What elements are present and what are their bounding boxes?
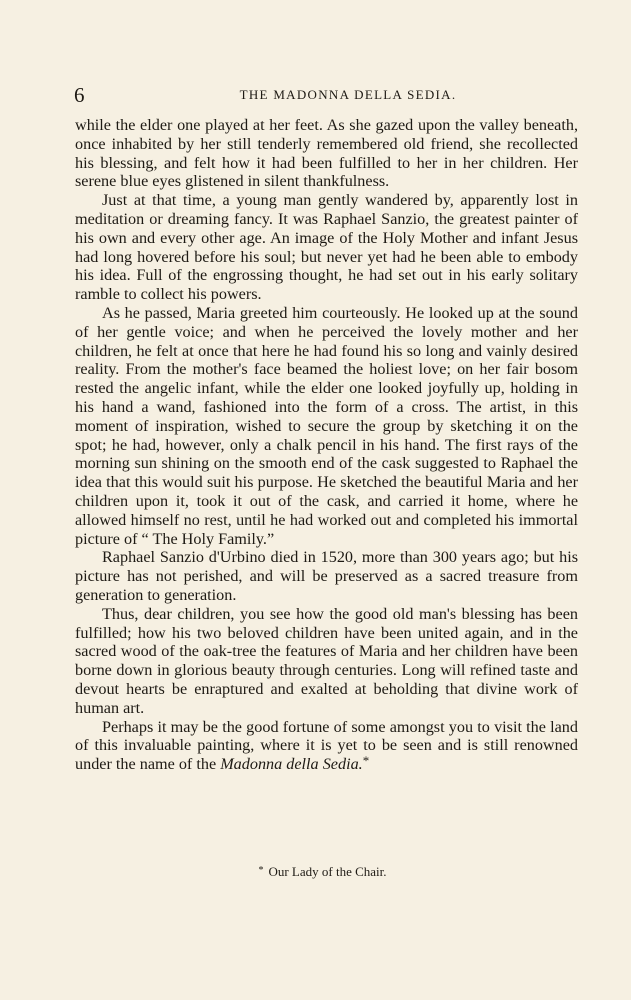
paragraph: As he passed, Maria greeted him courteously. He looked up at the sound of her gentle voice; and when he perceived the lovely mother and her children, he felt at once that here he had found his so long and vainly desired reality. From the mother's face beamed the holiest love; on her fair bosom rested the angelic infant, while the elder one looked joyfully up, holding in his hand a wand, fashioned into the form of a cross. The artist, in this moment of inspiration, wished to secure the group by sketching it on the spot; he had, however, only a chalk pencil in his hand. The first rays of the morning sun shining on the smooth end of the cask suggested to Raphael the idea that this would suit his purpose. He sketched the beautiful Maria and her children upon it, took it out of the cask, and carried it home, where he allowed himself no rest, until he had worked out and completed his immortal picture of “ The Holy Family.” xyxy=(75,303,578,548)
page-number: 6 xyxy=(74,83,85,107)
body-text xyxy=(75,116,578,774)
paragraph: Thus, dear children, you see how the good old man's blessing has been fulfilled; how his two beloved children have been united again, and in the sacred wood of the oak-tree the features of Maria and her children have been borne down in glorious beauty through centuries. Long will refined taste and devout hearts be enraptured and exalted at beholding that divine work of human art. xyxy=(75,604,578,717)
running-title: THE MADONNA DELLA SEDIA. xyxy=(239,87,457,102)
paragraph-continued: while the elder one played at her feet. As she gazed upon the valley beneath, once inhabited by her still tenderly remembered old friend, she recollected his blessing, and felt how it had been fulfilled to her in her children. Her serene blue eyes glistened in silent thankfulness. xyxy=(75,116,578,191)
painting-title: Madonna della Sedia. xyxy=(220,755,363,774)
running-head xyxy=(74,83,578,107)
footnote-mark: * xyxy=(258,865,264,876)
paragraph-final-text: Perhaps it may be the good fortune of some amongst you to visit the land of this invaluable painting, where it is yet to be seen and is still renowned under the name of the xyxy=(75,717,578,774)
paragraph: Raphael Sanzio d'Urbino died in 1520, more than 300 years ago; but his picture has not perished, and will be preserved as a sacred treasure from generation to generation. xyxy=(75,548,578,604)
footnote xyxy=(0,862,631,881)
footnote-text: Our Lady of the Chair. xyxy=(268,864,387,879)
paragraph-final xyxy=(75,718,578,774)
paragraph: Just at that time, a young man gently wandered by, apparently lost in meditation or dreaming fancy. It was Raphael Sanzio, the greatest painter of his own and every other age. An image of the Holy Mother and infant Jesus had long hovered before his soul; but never yet had he been able to embody his idea. Full of the engrossing thought, he had set out in his early solitary ramble to collect his powers. xyxy=(75,191,578,304)
footnote-reference: * xyxy=(362,753,370,769)
